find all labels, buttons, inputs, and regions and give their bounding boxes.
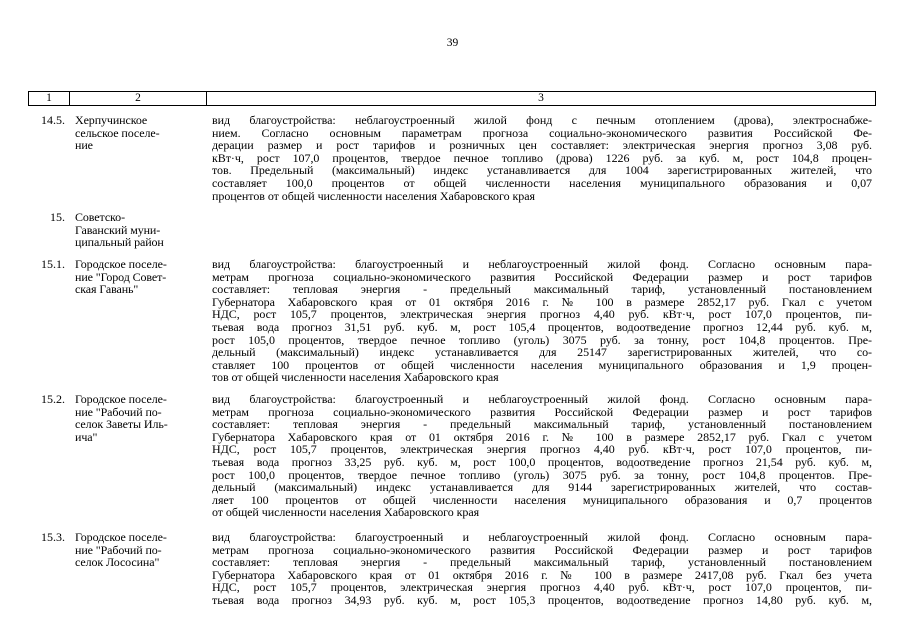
row-number: 15.2. — [41, 392, 65, 406]
settlement-name-line: Херпучинское — [75, 113, 148, 127]
description-line: метрам прогноза социально-экономического развития Российской Федерации размер и рост тарифов — [212, 404, 872, 419]
description-line: метрам прогноза социально-экономического развития Российской Федерации размер и рост тарифов — [212, 269, 872, 284]
settlement-name-line: ние — [75, 138, 93, 153]
settlement-name-line: ние "Город Совет- — [75, 269, 167, 284]
description-line: ставляет 100 процентов от общей численности населения муниципального образования и 1,9 процен- — [212, 357, 872, 372]
settlement-name — [75, 258, 195, 296]
description-line: вид благоустройства: благоустроенный и неблагоустроенный жилой фонд. Согласно основным пара- — [212, 392, 872, 406]
row-number: 15. — [50, 210, 65, 224]
description-line: тьевая вода прогноз 34,93 руб. куб. м, рост 105,3 процентов, водоотведение прогноз 14,80 руб. куб. м, — [212, 592, 872, 607]
description-line: дерации размер и рост тарифов и розничных цен составляет: электрическая энергия прогноз 3,08 руб. — [212, 138, 872, 153]
description-text — [212, 114, 872, 202]
settlement-name-line: Гаванский муни- — [75, 222, 161, 237]
description-line: рост 100,0 процентов, твердое печное топливо (уголь) 3075 руб. за тонну, рост 104,8 процентов. Пре- — [212, 467, 872, 482]
settlement-name-line: Городское поселе- — [75, 530, 167, 544]
description-line: тьевая вода прогноз 33,25 руб. куб. м, рост 100,0 процентов, водоотведение прогноз 21,54 руб. куб. м, — [212, 454, 872, 469]
description-text — [212, 258, 872, 384]
column-header-1: 1 — [29, 92, 70, 105]
description-line: нием. Согласно основным параметрам прогноза социально-экономического развития Российской Фе- — [212, 125, 872, 140]
description-text — [212, 531, 872, 607]
description-line: Губернатора Хабаровского края от 01 октября 2016 г. № 100 в размере 2417,08 руб. Гкал без учета — [212, 567, 872, 582]
row-number: 14.5. — [41, 113, 65, 127]
settlement-name-line: ская Гавань" — [75, 282, 139, 297]
description-line: тов. Предельный (максимальный) индекс устанавливается для 1004 зарегистрированных жителей, что — [212, 163, 872, 178]
settlement-name — [75, 211, 195, 249]
row-number: 15.3. — [41, 530, 65, 544]
description-line: составляет: тепловая энергия - предельный максимальный тариф, установленный постановлением — [212, 282, 872, 297]
description-line: рост 105,0 процентов, твердое печное топливо (уголь) 3075 руб. за тонну, рост 104,8 процентов. Пре- — [212, 332, 872, 347]
settlement-name-line: Городское поселе- — [75, 392, 167, 406]
column-header-3: 3 — [538, 92, 544, 104]
settlement-name-line: ние "Рабочий по- — [75, 542, 162, 557]
description-line: НДС, рост 105,7 процентов, электрическая энергия прогноз 4,40 руб. кВт·ч, рост 107,0 процентов, пи- — [212, 580, 872, 595]
settlement-name-line: селок Заветы Иль- — [75, 417, 168, 432]
settlement-name — [75, 114, 195, 152]
description-line: Губернатора Хабаровского края от 01 октября 2016 г. № 100 в размере 2852,17 руб. Гкал с учетом — [212, 429, 872, 444]
settlement-name — [75, 393, 195, 443]
description-line: составляет: тепловая энергия - предельный максимальный тариф, установленный постановлением — [212, 555, 872, 570]
description-line: дельный (максимальный) индекс устанавливается для 25147 зарегистрированных жителей, что со- — [212, 345, 872, 360]
description-line: НДС, рост 105,7 процентов, электрическая энергия прогноз 4,40 руб. кВт·ч, рост 107,0 процентов, пи- — [212, 442, 872, 457]
settlement-name — [75, 531, 195, 569]
settlement-name-line: Городское поселе- — [75, 257, 167, 271]
description-line: ляет 100 процентов от общей численности населения муниципального образования и 0,7 процентов — [212, 492, 872, 507]
description-line: тьевая вода прогноз 31,51 руб. куб. м, рост 105,4 процентов, водоотведение прогноз 12,44 руб. куб. м, — [212, 319, 872, 334]
description-line: дельный (максимальный) индекс устанавливается для 9144 зарегистрированных жителей, что состав- — [212, 480, 872, 495]
description-line: метрам прогноза социально-экономического развития Российской Федерации размер и рост тарифов — [212, 542, 872, 557]
settlement-name-line: ича" — [75, 429, 98, 444]
description-line: от общей численности населения Хабаровского края — [212, 505, 480, 520]
description-line: процентов от общей численности населения Хабаровского края — [212, 188, 535, 203]
settlement-name-line: сельское поселе- — [75, 125, 160, 140]
description-line: тов от общей численности населения Хабаровского края — [212, 370, 499, 385]
row-number: 15.1. — [41, 257, 65, 271]
description-line: Губернатора Хабаровского края от 01 октября 2016 г. № 100 в размере 2852,17 руб. Гкал с учетом — [212, 294, 872, 309]
description-line: вид благоустройства: благоустроенный и неблагоустроенный жилой фонд. Согласно основным пара- — [212, 530, 872, 544]
description-line: кВт·ч, рост 107,0 процентов, твердое печное топливо (дрова) 1226 руб. за куб. м, рост 104,8 процен- — [212, 150, 872, 165]
description-line: вид благоустройства: благоустроенный и неблагоустроенный жилой фонд. Согласно основным пара- — [212, 257, 872, 271]
settlement-name-line: ние "Рабочий по- — [75, 404, 162, 419]
table-header-row — [28, 91, 876, 106]
settlement-name-line: ципальный район — [75, 235, 164, 250]
settlement-name-line: селок Лососина" — [75, 555, 160, 570]
description-line: вид благоустройства: неблагоустроенный жилой фонд с печным отоплением (дрова), электроснабже- — [212, 113, 872, 127]
description-text — [212, 393, 872, 519]
description-line: НДС, рост 105,7 процентов, электрическая энергия прогноз 4,40 руб. кВт·ч, рост 107,0 процентов, пи- — [212, 307, 872, 322]
description-line: составляет: тепловая энергия - предельный максимальный тариф, установленный постановлением — [212, 417, 872, 432]
page-number: 39 — [446, 37, 459, 49]
description-line: составляет 100,0 процентов от общей численности населения муниципального образования и 0,07 — [212, 175, 872, 190]
settlement-name-line: Советско- — [75, 210, 125, 224]
column-header-2: 2 — [70, 92, 207, 105]
